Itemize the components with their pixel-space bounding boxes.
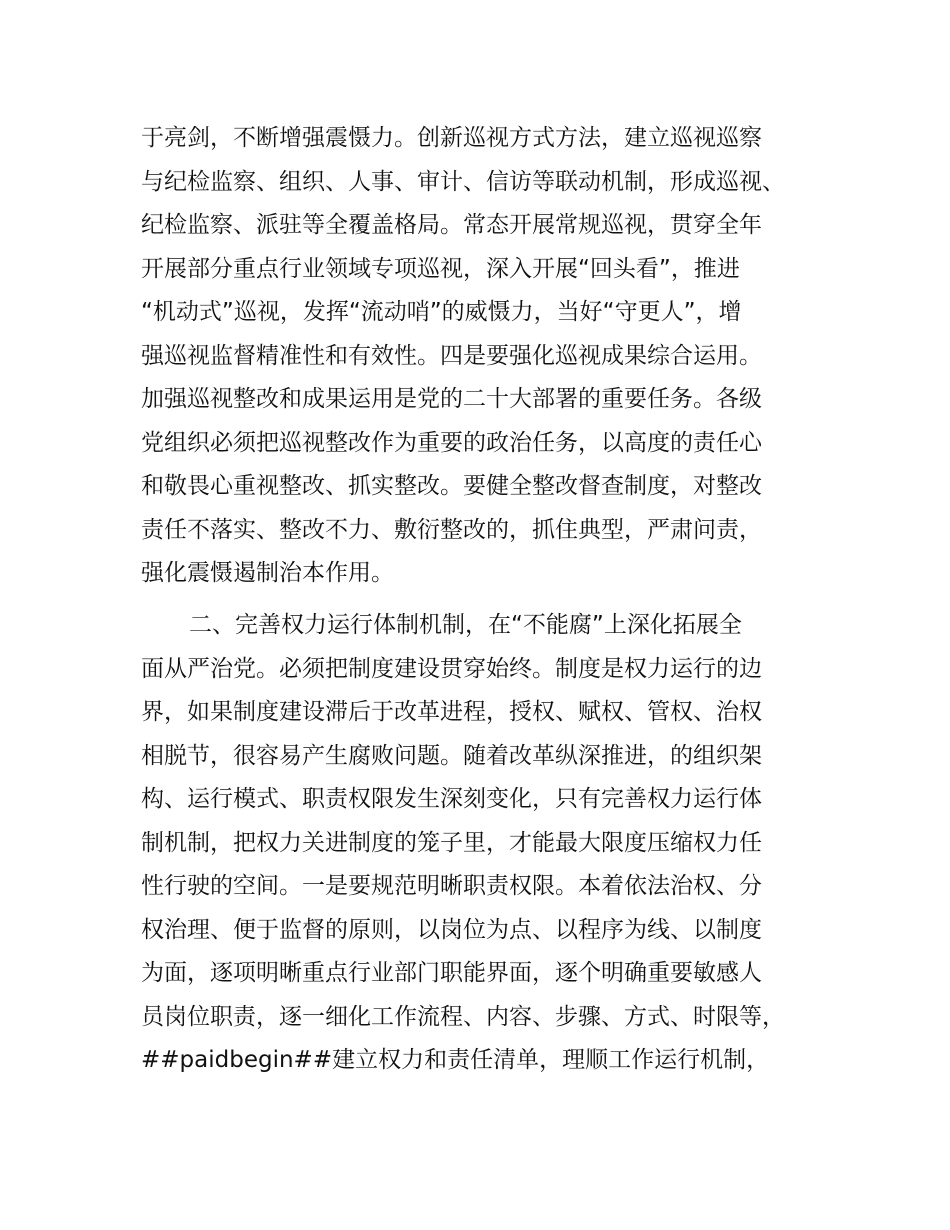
paragraph-2 — [141, 604, 841, 1083]
paragraph-1-line-7: 加强巡视整改和成果运用是党的二十大部署的重要任务。各级 — [141, 386, 762, 412]
paragraph-1-line-11: 强化震慑遏制治本作用。 — [141, 560, 394, 586]
paragraph-1-line-9: 和敬畏心重视整改、抓实整改。要健全整改督查制度，对整改 — [141, 473, 762, 499]
paragraph-2-line-1: 二、完善权力运行体制机制，在“不能腐”上深化拓展全 — [189, 612, 742, 638]
paragraph-1-line-5: “机动式”巡视，发挥“流动哨”的威慑力，当好“守更人”，增 — [141, 299, 742, 325]
paragraph-2-line-4: 相脱节，很容易产生腐败问题。随着改革纵深推进，的组织架 — [141, 742, 762, 769]
paragraph-1-line-6: 强巡视监督精准性和有效性。四是要强化巡视成果综合运用。 — [141, 342, 762, 369]
paragraph-2-line-2: 面从严治党。必须把制度建设贯穿始终。制度是权力运行的边 — [141, 655, 762, 682]
paragraph-1-line-8: 党组织必须把巡视整改作为重要的政治任务，以高度的责任心 — [141, 429, 762, 456]
paragraph-1-line-2: 与纪检监察、组织、人事、审计、信访等联动机制，形成巡视、 — [141, 168, 785, 195]
paragraph-2-line-9: 为面，逐项明晰重点行业部门职能界面，逐个明确重要敏感人 — [141, 960, 762, 986]
paragraph-2-line-6: 制机制，把权力关进制度的笼子里，才能最大限度压缩权力任 — [141, 829, 762, 856]
paragraph-2-line-11: ##paidbegin##建立权力和责任清单，理顺工作运行机制， — [141, 1047, 770, 1073]
paragraph-1-line-1: 于亮剑，不断增强震慑力。创新巡视方式方法，建立巡视巡察 — [141, 125, 762, 151]
paragraph-2-line-8: 权治理、便于监督的原则，以岗位为点、以程序为线、以制度 — [141, 916, 762, 943]
paragraph-1-line-3: 纪检监察、派驻等全覆盖格局。常态开展常规巡视，贯穿全年 — [141, 212, 762, 238]
paragraph-2-line-3: 界，如果制度建设滞后于改革进程，授权、赋权、管权、治权 — [141, 699, 762, 725]
paragraph-2-line-10: 员岗位职责，逐一细化工作流程、内容、步骤、方式、时限等， — [141, 1003, 785, 1030]
paragraph-2-line-5: 构、运行模式、职责权限发生深刻变化，只有完善权力运行体 — [141, 786, 762, 812]
paragraph-1-line-10: 责任不落实、整改不力、敷衍整改的，抓住典型，严肃问责， — [141, 516, 762, 543]
paragraph-1 — [141, 117, 841, 596]
paragraph-2-line-7: 性行驶的空间。一是要规范明晰职责权限。本着依法治权、分 — [141, 873, 762, 899]
paragraph-1-line-4: 开展部分重点行业领域专项巡视，深入开展“回头看”，推进 — [141, 255, 740, 282]
